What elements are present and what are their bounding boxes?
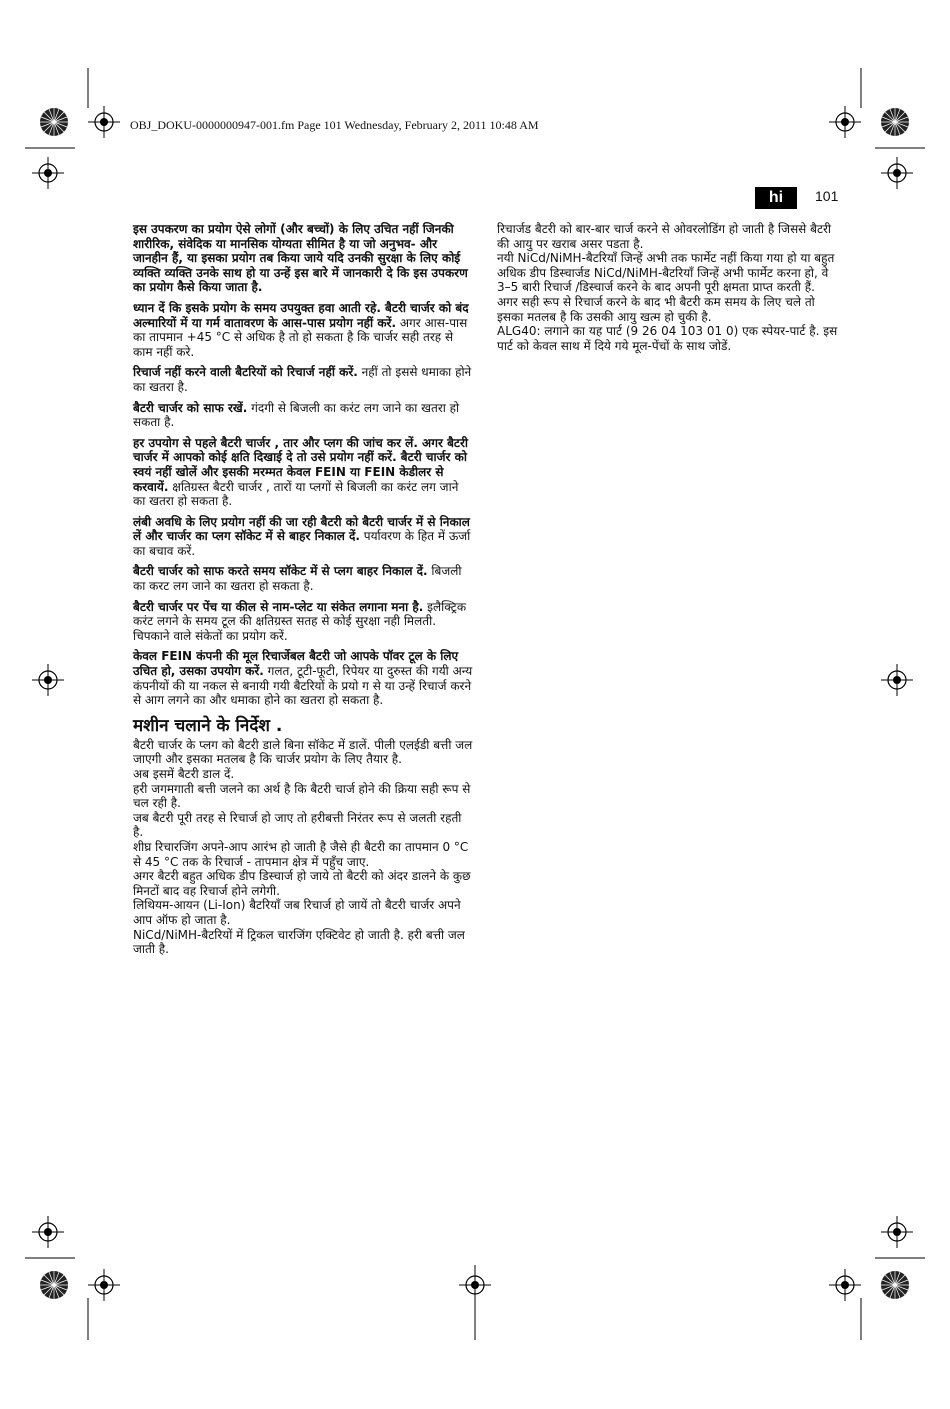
body-text: अगर आस-पास का तापमान +45 °C से अधिक है तो हो सकता है कि चार्जर सही तरह से काम नहीं करे.: [133, 315, 468, 359]
paragraph: ALG40: लगाने का यह पार्ट (9 26 04 103 01 0) एक स्पेयर-पार्ट है. इस पार्ट को केवल साथ में दिये गये मूल-पेंचों के साथ जोडें.: [497, 324, 838, 353]
paragraph: अब इसमें बैटरी डाल दें.: [133, 767, 235, 781]
bold-text: रिचार्ज नहीं करने वाली बैटरियों को रिचार्ज नहीं करें.: [133, 365, 358, 380]
paragraph: NiCd/NiMH-बैटरियों में ट्रिकल चारजिंग एक्टिवेट हो जाती है. हरी बत्ती जल जाती है.: [133, 927, 465, 957]
paragraph: अगर बैटरी बहुत अधिक डीप डिस्चार्ज हो जाये तो बैटरी को अंदर डालने के कुछ मिनटों बाद वह रिचार्ज होने लगेगी.: [133, 869, 471, 898]
section-title: मशीन चलाने के निर्देश .: [133, 715, 283, 736]
body-text: इलैक्ट्रिक करंट लगने के समय टूल की क्षतिग्रस्त सतह से कोई सुरक्षा नही मिलती. चिपकाने वाले संकेतों का प्रयोग करें.: [133, 599, 467, 643]
paragraph: लिथियम-आयन (Li-Ion) बैटरियाँ जब रिचार्ज हो जायें तो बैटरी चार्जर अपने आप ऑफ हो जाता है.: [133, 898, 461, 927]
right-column: [497, 222, 842, 353]
bold-text: इस उपकरण का प्रयोग ऐसे लोगों (और बच्चों) के लिए उचित नहीं जिनकी शारीरिक, संवेदिक या मानसिक योग्यता सीमित है या जो अनुभव- और जानहीन हैं, या इसका प्रयोग तब किया जाये यदि उनकी सुरक्षा के लिए कोई व्यक्ति व्यक्ति उनके साथ हो या उन्हें इस बारे में जानकारी दे कि इस उपकरण का प्रयोग कैसे किया जाता है.: [133, 222, 468, 295]
body-text: नहीं तो इससे धमाका होने का खतरा है.: [133, 365, 472, 394]
paragraph: [133, 600, 473, 644]
paragraph: अगर सही रूप से रिचार्ज करने के बाद भी बैटरी कम समय के लिए चले तो इसका मतलब है कि उसकी आयु खत्म हो चुकी है.: [497, 294, 815, 324]
paragraph: नयी NiCd/NiMH-बैटरियाँ जिन्हें अभी तक फार्मेट नहीं किया गया हो या बहुत अधिक डीप डिस्चार्जड NiCd/NiMH-बैटरियाँ जिन्हें अभी फार्मेट करना हो, वे 3–5 बारी रिचार्ज /डिस्चार्ज करने के बाद अपनी पूरी क्षमता प्राप्त करती हैं.: [497, 251, 835, 295]
bold-text: बैटरी चार्जर को साफ करते समय सॉकेट में से प्लग बाहर निकाल दें.: [133, 564, 428, 579]
bold-text: लंबी अवधि के लिए प्रयोग नहीं की जा रही बैटरी को बैटरी चार्जर में से निकाल लें और चार्जर का प्लग सॉकेट में से बाहर निकाल दें.: [133, 514, 470, 544]
paragraph: जब बैटरी पूरी तरह से रिचार्ज हो जाए तो हरीबत्ती निरंतर रूप से जलती रहती है.: [133, 810, 462, 840]
bold-text: केवल FEIN कंपनी की मूल रिचार्जेबल बैटरी जो आपके पॉवर टूल के लिए उचित हो, उसका उपयोग करें.: [133, 649, 459, 679]
left-column: [133, 222, 473, 957]
paragraph: [133, 365, 473, 394]
paragraph: [133, 222, 473, 295]
file-info-header: OBJ_DOKU-0000000947-001.fm Page 101 Wednesday, February 2, 2011 10:48 AM: [130, 118, 539, 132]
body-text: बिजली का करट लग जाने का खतरा हो सकता है.: [133, 564, 462, 594]
language-tab: hi: [755, 187, 797, 209]
bold-text: हर उपयोग से पहले बैटरी चार्जर , तार और प्लग की जांच कर लें. अगर बैटरी चार्जर में आपको कोई क्षति दिखाई दे तो उसे प्रयोग नहीं करें. बैटरी चार्जर को स्वयं नहीं खोलें और इसकी मरम्मत केवल FEIN या FEIN केडीलर से करवायें.: [133, 435, 468, 494]
paragraph: [133, 564, 473, 593]
bold-text: ध्यान दें कि इसके प्रयोग के समय उपयुक्त हवा आती रहे. बैटरी चार्जर को बंद अल्मारियों में या गर्म वातावरण के आस-पास प्रयोग नहीं करें.: [133, 300, 469, 330]
page-number: 101: [815, 188, 839, 204]
bold-text: बैटरी चार्जर पर पेंच या कील से नाम-प्लेट या संकेत लगाना मना है.: [133, 599, 424, 614]
paragraph: [133, 301, 473, 359]
paragraph: [133, 401, 473, 430]
paragraph: शीघ्र रिचारजिंग अपने-आप आरंभ हो जाती है जैसे ही बैटरी का तापमान 0 °C से 45 °C तक के रिचार्ज - तापमान क्षेत्र में पहुँच जाए.: [133, 839, 469, 869]
body-text: पर्यावरण के हित में ऊर्जा का बचाव करें.: [133, 529, 471, 558]
paragraph: [133, 436, 473, 509]
paragraph: रिचार्जड बैटरी को बार-बार चार्ज करने से ओवरलोडिंग हो जाती है जिससे बैटरी की आयु पर खराब असर पडता है.: [497, 222, 832, 251]
paragraph: हरी जगमगाती बत्ती जलने का अर्थ है कि बैटरी चार्ज होने की क्रिया सही रूप से चल रही है.: [133, 781, 471, 811]
paragraph: [133, 649, 473, 707]
paragraph: बैटरी चार्जर के प्लग को बैटरी डाले बिना सॉकेट में डालें. पीली एलईडी बत्ती जल जाएगी और इसका मतलब है कि चार्जर प्रयोग के लिए तैयार है.: [133, 737, 473, 767]
body-text: गंदगी से बिजली का करंट लग जाने का खतरा हो सकता है.: [133, 400, 460, 430]
paragraph: [133, 515, 473, 559]
body-text: क्षतिग्रस्त बैटरी चार्जर , तारों या प्लगों से बिजली का करंट लग जाने का खतरा हो सकता है.: [133, 479, 459, 509]
body-text: गलत, टूटी-फूटी, रिपेयर या दुरुस्त की गयी अन्य कंपनीयों की या नकल से बनायी गयी बैटरियों के प्रयो ग से या उन्हें रिचार्ज करने से आग लगने का और धमाका होने का खतरा हो सकता है.: [133, 664, 473, 708]
bold-text: बैटरी चार्जर को साफ रखें.: [133, 400, 248, 415]
